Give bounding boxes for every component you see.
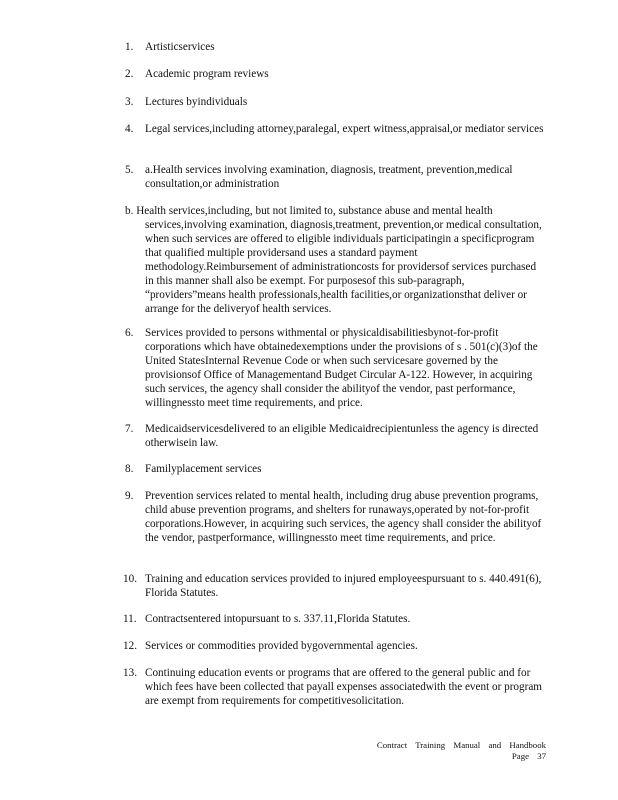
item-text: Legal services,including attorney,paralegal, expert witness,appraisal,or mediator services [145,123,544,135]
item-number: 12. [123,640,137,652]
item-text: Lectures byindividuals [145,96,248,108]
list-item [125,122,555,136]
list-item [125,95,555,109]
item-number: 2. [125,68,134,80]
paragraph-b [125,204,545,316]
item-text: Familyplacement services [145,463,262,475]
list-item [125,612,555,626]
item-text: Artisticservices [145,41,215,53]
footer-title: Contract Training Manual and Handbook [376,740,546,750]
item-number: 7. [125,423,134,435]
item-text: Medicaidservicesdelivered to an eligible Medicaidrecipientunless the agency is directed otherwisein law. [145,423,539,449]
item-text: Academic program reviews [145,68,269,80]
item-number: 5. [125,164,134,176]
item-number: 9. [125,490,134,502]
item-text: a.Health services involving examination, diagnosis, treatment, prevention,medical consultation,or administration [145,164,513,190]
item-number: 13. [123,667,137,679]
item-number: 3. [125,96,134,108]
paragraph-b-body: services,involving examination, diagnosis,treatment, prevention,or medical consultation, when such services are offered to eligible individuals participatingin a specificprogram that qualified multiple providersand uses a standard payment methodology.Reimbursement of administrationcosts for providersof services purchased in this manner shall also be exempt. For purposesof this sub-paragraph, “providers”means health professionals,health facilities,or organizationsthat deliver or arrange for the deliveryof health services. [145,219,542,315]
item-text: Continuing education events or programs that are offered to the general public and for which fees have been collected that payall expenses associatedwith the event or program are exempt from requirements for competitivesolicitation. [145,667,542,707]
item-text: Contractsentered intopursuant to s. 337.11,Florida Statutes. [145,613,411,625]
page-footer [377,740,546,762]
list-item [125,326,555,410]
list-item [125,67,555,81]
list-item [125,40,555,54]
list-item [125,666,555,708]
list-item [125,422,555,450]
item-text: Prevention services related to mental health, including drug abuse prevention programs, child abuse prevention programs, and shelters for runaways,operated by not-for-profit corporations.However, in acquiring such services, the agency shall consider the abilityof the vendor, pastperformance, willingnessto meet time requirements, and price. [145,490,542,544]
item-number: 1. [125,41,134,53]
item-number: 10. [123,573,137,585]
list-item [125,572,555,600]
list-item [125,163,555,191]
item-text: Services provided to persons withmental or physicaldisabilitiesbynot-for-profit corporations which have obtainedexemptions under the provisions of s . 501(c)(3)of the United StatesInternal Revenue Code or when such servicesare governed by the provisionsof Office of Managementand Budget Circular A-122. However, in acquiring such services, the agency shall consider the abilityof the vendor, past performance, willingnessto meet time requirements, and price. [145,327,538,409]
list-item [125,489,555,545]
list-item [125,462,555,476]
page-number: Page 37 [511,751,546,761]
item-number: 8. [125,463,134,475]
item-number: 6. [125,327,134,339]
item-number: 11. [123,613,137,625]
list-item [125,639,555,653]
paragraph-b-first-line: b. Health services,including, but not limited to, substance abuse and mental health [125,205,493,217]
item-text: Services or commodities provided bygovernmental agencies. [145,640,418,652]
item-number: 4. [125,123,134,135]
item-text: Training and education services provided to injured employeespursuant to s. 440.491(6), Florida Statutes. [145,573,542,599]
